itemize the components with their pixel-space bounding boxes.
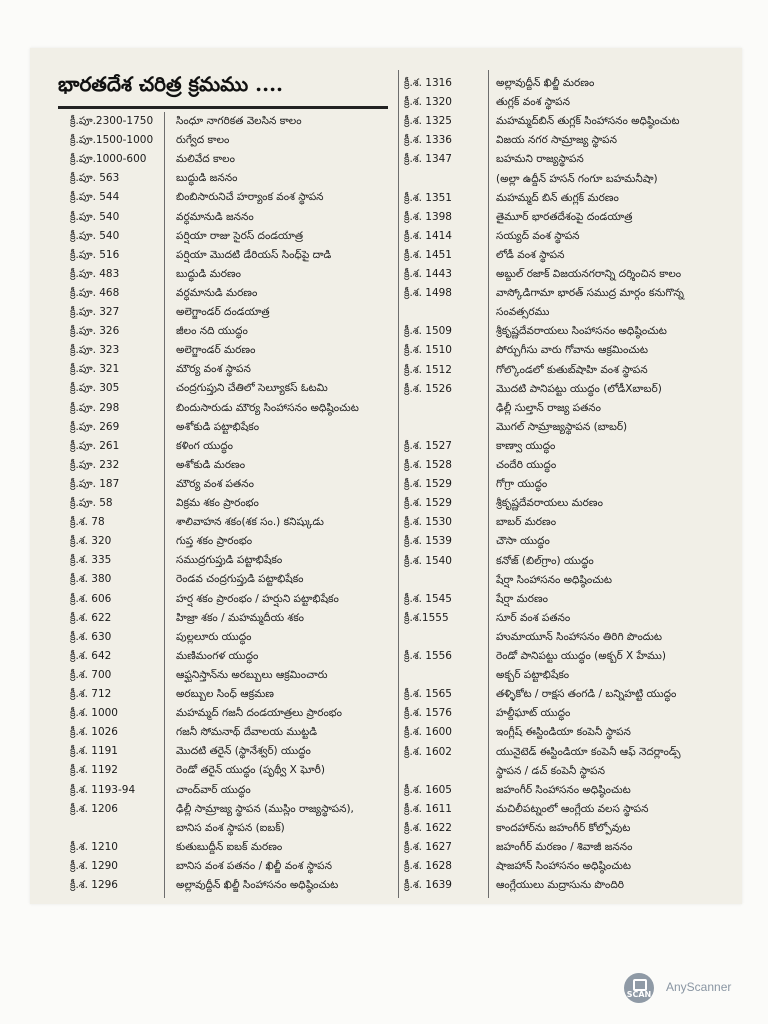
row-event: పర్షియా రాజు సైరస్ దండయాత్ర xyxy=(176,229,304,242)
timeline-row xyxy=(70,341,410,359)
timeline-row xyxy=(404,208,744,226)
anyscanner-watermark xyxy=(624,973,754,1007)
row-event: లోడీ వంశ స్థాపన xyxy=(496,248,565,261)
row-event: ఢిల్లీ సుల్తాన్ రాజ్య పతనం xyxy=(496,401,601,414)
row-date: క్రీ.శ. 642 xyxy=(70,649,112,662)
row-event: జీలం నది యుద్ధం xyxy=(176,325,248,338)
row-date: క్రీ.పూ. 468 xyxy=(70,286,120,299)
row-date: క్రీ.శ. 1414 xyxy=(404,229,452,242)
row-event: కుతుబుద్దీన్ ఐబక్ మరణం xyxy=(176,840,283,853)
row-event: మహమ్మద్ బిన్ తుగ్లక్ మరణం xyxy=(496,191,619,204)
timeline-row xyxy=(404,723,744,741)
timeline-row xyxy=(70,112,410,130)
timeline-row xyxy=(70,303,410,321)
row-date: క్రీ.పూ. 563 xyxy=(70,172,120,185)
row-date: క్రీ.శ. 1510 xyxy=(404,344,452,357)
row-event: రెండవ చంద్రగుప్తుడి పట్టాభిషేకం xyxy=(176,573,304,586)
row-event: బుద్ధుడి జననం xyxy=(176,172,238,185)
row-event: హిజ్రా శకం / మహమ్మదీయ శకం xyxy=(176,611,304,624)
timeline-row xyxy=(70,246,410,264)
row-event: స్థాపన / డచ్ కంపెనీ స్థాపన xyxy=(496,764,605,777)
row-event: విజయ నగర సామ్రాజ్య స్థాపన xyxy=(496,134,617,147)
row-event: మొదటి పానిపట్టు యుద్ధం (లోడీXబాబర్) xyxy=(496,382,662,395)
row-date: క్రీ.పూ. 232 xyxy=(70,458,120,471)
timeline-row xyxy=(70,360,410,378)
row-date: క్రీ.శ. 1000 xyxy=(70,707,118,720)
row-date: క్రీ.శ. 1325 xyxy=(404,115,452,128)
row-date: క్రీ.శ. 1336 xyxy=(404,134,452,147)
timeline-row xyxy=(404,876,744,894)
row-date: క్రీ.శ. 1529 xyxy=(404,497,452,510)
row-event: షేర్షా సింహాసనం అధిష్ఠించుట xyxy=(496,573,612,586)
row-event: పుల్లలూరు యుద్ధం xyxy=(176,630,252,643)
row-event: బాబర్ మరణం xyxy=(496,516,557,529)
watermark-text: AnyScanner xyxy=(666,980,732,994)
row-date: క్రీ.శ. 320 xyxy=(70,535,112,548)
row-event: అలెగ్జాండర్ దండయాత్ర xyxy=(176,306,270,318)
timeline-row xyxy=(70,494,410,512)
timeline-row xyxy=(70,284,410,302)
row-date: క్రీ.పూ. 540 xyxy=(70,210,120,223)
timeline-row xyxy=(404,303,744,321)
row-event: బింబిసారునిచే హర్యాంక వంశ స్థాపన xyxy=(176,191,324,204)
timeline-row xyxy=(404,399,744,417)
timeline-row xyxy=(404,112,744,130)
row-date: క్రీ.పూ. 187 xyxy=(70,477,120,490)
row-date: క్రీ.శ. 78 xyxy=(70,516,105,529)
row-date: క్రీ.శ. 1192 xyxy=(70,764,118,777)
row-date: క్రీ.శ. 1527 xyxy=(404,439,452,452)
row-event: హుమాయూన్ సింహాసనం తిరిగి పొందుట xyxy=(496,630,662,643)
timeline-row xyxy=(404,762,744,780)
row-event: హల్దీఘాట్ యుద్ధం xyxy=(496,707,571,720)
timeline-row xyxy=(70,265,410,283)
row-date: క్రీ.శ. 1206 xyxy=(70,802,118,815)
timeline-row xyxy=(404,647,744,665)
row-date: క్రీ.శ. 622 xyxy=(70,611,112,624)
row-event: వర్ధమానుడి మరణం xyxy=(176,286,258,299)
row-date: క్రీ.పూ. 58 xyxy=(70,497,113,509)
row-date: క్రీ.పూ. 321 xyxy=(70,363,120,376)
row-event: గోల్కొండలో కుతుబ్‌షాహి వంశ స్థాపన xyxy=(496,363,648,376)
timeline-row xyxy=(70,666,410,684)
timeline-row xyxy=(404,704,744,722)
row-date: క్రీ.శ. 335 xyxy=(70,554,112,567)
row-event: మౌర్య వంశ స్థాపన xyxy=(176,363,251,376)
row-date: క్రీ.శ. 1622 xyxy=(404,821,452,834)
row-date: క్రీ.శ. 1320 xyxy=(404,96,452,109)
row-event: జహంగీర్ సింహాసనం అధిష్ఠించుట xyxy=(496,783,631,796)
row-date: క్రీ.శ. 700 xyxy=(70,668,112,681)
row-event: చందేరి యుద్ధం xyxy=(496,459,557,471)
timeline-row xyxy=(404,189,744,207)
row-date: క్రీ.శ. 1351 xyxy=(404,191,452,204)
row-event: తళ్ళికోట / రాక్షస తంగడి / బన్నిహట్టి యుద్ధం xyxy=(496,688,677,701)
timeline-row xyxy=(404,552,744,570)
row-date: క్రీ.పూ. 323 xyxy=(70,344,120,357)
timeline-row xyxy=(404,284,744,302)
row-date: క్రీ.శ. 1530 xyxy=(404,516,452,529)
row-date: క్రీ.శ. 1193-94 xyxy=(70,783,136,796)
timeline-row xyxy=(70,208,410,226)
row-event: తుగ్లక్ వంశ స్థాపన xyxy=(496,96,570,109)
timeline-row xyxy=(404,494,744,512)
row-date: క్రీ.శ. 606 xyxy=(70,592,112,605)
row-event: అరబ్బుల సింధ్ ఆక్రమణ xyxy=(176,688,274,700)
row-event: బుద్ధుడి మరణం xyxy=(176,267,241,280)
row-date: క్రీ.పూ. 305 xyxy=(70,382,120,395)
row-event: మొగల్ సామ్రాజ్యస్థాపన (బాబర్) xyxy=(496,420,628,433)
row-event: గుప్త శకం ప్రారంభం xyxy=(176,535,253,548)
timeline-row xyxy=(70,761,410,779)
timeline-row xyxy=(70,742,410,760)
timeline-row xyxy=(404,361,744,379)
timeline-row xyxy=(70,131,410,149)
timeline-row xyxy=(404,590,744,608)
row-date: క్రీ.శ. 1290 xyxy=(70,859,118,872)
timeline-row xyxy=(404,685,744,703)
row-date: క్రీ.పూ. 544 xyxy=(70,191,120,204)
timeline-row xyxy=(404,150,744,168)
timeline-row xyxy=(70,628,410,646)
row-event: గజనీ సోమనాథ్ దేవాలయ ముట్టడి xyxy=(176,726,317,739)
timeline-row xyxy=(404,322,744,340)
row-date: క్రీ.పూ. 540 xyxy=(70,229,120,242)
row-date: క్రీ.శ. 1526 xyxy=(404,382,452,395)
row-event: శ్రీకృష్ణదేవరాయలు మరణం xyxy=(496,497,603,510)
row-event: బిందుసారుడు మౌర్య సింహాసనం అధిష్ఠించుట xyxy=(176,401,359,414)
row-date: క్రీ.శ. 712 xyxy=(70,688,112,700)
timeline-row xyxy=(70,876,410,894)
row-event: విక్రమ శకం ప్రారంభం xyxy=(176,497,259,509)
row-event: గోగ్రా యుద్ధం xyxy=(496,478,548,491)
timeline-row xyxy=(404,437,744,455)
timeline-row xyxy=(70,819,410,837)
row-date: క్రీ.శ. 1602 xyxy=(404,745,452,758)
row-event: మలివేద కాలం xyxy=(176,153,235,166)
timeline-row xyxy=(70,838,410,856)
row-date: క్రీ.పూ.1500-1000 xyxy=(70,134,154,147)
row-event: తైమూర్ భారతదేశంపై దండయాత్ర xyxy=(496,210,633,223)
row-event: వాస్కోడిగామా భారత్ సముద్ర మార్గం కనుగొన్న xyxy=(496,287,684,300)
row-date: క్రీ.శ. 1191 xyxy=(70,745,118,758)
timeline-row xyxy=(70,647,410,665)
timeline-row xyxy=(404,800,744,818)
row-date: క్రీ.శ. 1316 xyxy=(404,77,452,89)
row-event: షాజహాన్ సింహాసనం అధిష్ఠించుట xyxy=(496,860,631,873)
row-date: క్రీ.శ. 1639 xyxy=(404,879,452,892)
row-event: మహమ్మద్‌బిన్ తుగ్లక్ సింహాసనం అధిష్ఠించుట xyxy=(496,115,680,128)
timeline-row xyxy=(404,532,744,550)
row-date: క్రీ.శ. 1576 xyxy=(404,707,452,720)
timeline-row xyxy=(70,800,410,818)
timeline-row xyxy=(70,532,410,550)
row-event: ఆఫ్ఘనిస్తాన్‌ను అరబ్బులు ఆక్రమించారు xyxy=(176,668,328,681)
row-date: క్రీ.శ. 1296 xyxy=(70,879,118,891)
timeline-row xyxy=(70,379,410,397)
row-event: రెండో తరైన్ యుద్ధం (పృథ్వీ X ఘోరీ) xyxy=(176,764,325,777)
row-event: సింధూ నాగరికత వెలసిన కాలం xyxy=(176,115,302,127)
timeline-row xyxy=(404,857,744,875)
row-event: పర్షియా మొదటి డేరియస్ సింధ్‌పై దాడి xyxy=(176,248,332,261)
row-date: క్రీ.శ. 380 xyxy=(70,573,112,586)
row-date: క్రీ.శ. 1026 xyxy=(70,726,118,739)
row-event: సముద్రగుప్తుడి పట్టాభిషేకం xyxy=(176,554,283,567)
row-date: క్రీ.శ. 1565 xyxy=(404,688,452,701)
row-event: బానిస వంశ స్థాపన (ఐబక్) xyxy=(176,821,285,834)
row-event: కనోజ్ (బిల్‌గ్రాం) యుద్ధం xyxy=(496,554,594,567)
row-date: క్రీ.శ. 1545 xyxy=(404,592,452,605)
row-event: చంద్రగుప్తుని చేతిలో సెల్యూకస్ ఓటమి xyxy=(176,382,328,395)
timeline-row xyxy=(404,74,744,92)
row-event: సంవత్సరము xyxy=(496,306,550,319)
row-event: (అల్లా ఉద్దీన్ హసన్ గంగూ బహమనీషా) xyxy=(496,172,658,185)
row-event: బహమని రాజ్యస్థాపన xyxy=(496,153,584,166)
row-date: క్రీ.శ. 1451 xyxy=(404,248,452,261)
row-event: అక్బర్ పట్టాభిషేకం xyxy=(496,669,570,682)
row-date: క్రీ.పూ. 298 xyxy=(70,401,120,414)
timeline-row xyxy=(404,819,744,837)
row-date: క్రీ.పూ. 483 xyxy=(70,267,120,280)
row-event: అలెగ్జాండర్ మరణం xyxy=(176,344,256,357)
row-event: సూర్ వంశ పతనం xyxy=(496,611,571,624)
row-event: ఆంగ్లేయులు మద్రాసును పొందిరి xyxy=(496,879,624,892)
row-event: మొదటి తరైన్ (స్థానేశ్వర్) యుద్ధం xyxy=(176,745,311,758)
timeline-row xyxy=(70,475,410,493)
row-date: క్రీ.శ. 1600 xyxy=(404,726,452,739)
row-date: క్రీ.శ. 1628 xyxy=(404,860,452,873)
row-event: కాణ్వా యుద్ధం xyxy=(496,439,556,452)
row-event: హర్ష శకం ప్రారంభం / హర్షుని పట్టాభిషేకం xyxy=(176,592,339,605)
row-event: మహమ్మద్ గజనీ దండయాత్రలు ప్రారంభం xyxy=(176,707,343,720)
row-date: క్రీ.శ. 630 xyxy=(70,630,112,643)
row-date: క్రీ.శ. 1627 xyxy=(404,841,452,853)
row-date: క్రీ.శ. 1540 xyxy=(404,554,452,567)
row-event: మౌర్య వంశ పతనం xyxy=(176,477,254,490)
timeline-row xyxy=(404,380,744,398)
row-event: రుగ్వేద కాలం xyxy=(176,134,230,147)
timeline-row xyxy=(404,628,744,646)
row-date: క్రీ.శ. 1556 xyxy=(404,650,452,662)
timeline-row xyxy=(404,475,744,493)
row-event: అల్లావుద్దీన్ ఖిల్జీ మరణం xyxy=(496,77,595,89)
timeline-row xyxy=(404,571,744,589)
timeline-row xyxy=(404,93,744,111)
scan-camera-icon: SCAN xyxy=(624,973,654,1003)
page-title: భారతదేశ చరిత్ర క్రమము .... xyxy=(58,72,284,96)
row-date: క్రీ.శ. 1611 xyxy=(404,802,452,815)
timeline-row xyxy=(404,246,744,264)
row-date: క్రీ.శ. 1443 xyxy=(404,268,452,280)
timeline-row xyxy=(70,551,410,569)
row-event: అశోకుడి మరణం xyxy=(176,458,246,471)
timeline-row xyxy=(404,341,744,359)
timeline-row xyxy=(70,322,410,340)
timeline-row xyxy=(70,570,410,588)
timeline-row xyxy=(404,513,744,531)
row-event: సయ్యద్ వంశ స్థాపన xyxy=(496,229,580,242)
timeline-row xyxy=(70,418,410,436)
row-date: క్రీ.శ. 1512 xyxy=(404,363,452,376)
row-event: కళింగ యుద్ధం xyxy=(176,439,233,452)
timeline-row xyxy=(70,227,410,245)
row-event: కాందహార్‌ను జహంగీర్ కోల్పోవుట xyxy=(496,821,631,834)
timeline-row xyxy=(70,609,410,627)
row-date: క్రీ.పూ. 516 xyxy=(70,248,120,261)
row-event: మచిలీపట్నంలో ఆంగ్లేయ వలస స్థాపన xyxy=(496,802,649,815)
row-date: క్రీ.శ. 1210 xyxy=(70,840,118,853)
row-event: శ్రీకృష్ణదేవరాయలు సింహాసనం అధిష్ఠించుట xyxy=(496,325,667,338)
row-date: క్రీ.పూ. 269 xyxy=(70,420,120,433)
row-date: క్రీ.శ. 1539 xyxy=(404,535,452,548)
timeline-row xyxy=(70,704,410,722)
timeline-row xyxy=(404,609,744,627)
timeline-row xyxy=(404,666,744,684)
row-event: ఢిల్లీ సామ్రాజ్య స్థాపన (ముస్లిం రాజ్యస్థాపన), xyxy=(176,802,354,815)
row-date: క్రీ.శ. 1347 xyxy=(404,153,452,166)
timeline-row xyxy=(70,188,410,206)
row-event: జహంగీర్ మరణం / శివాజీ జననం xyxy=(496,841,633,853)
row-event: ఇంగ్లీష్ ఈస్టిండియా కంపెనీ స్థాపన xyxy=(496,726,631,739)
timeline-row xyxy=(404,170,744,188)
title-underline xyxy=(58,106,388,109)
row-date: క్రీ.పూ. 327 xyxy=(70,306,120,318)
row-event: బానిస వంశ పతనం / ఖిల్జీ వంశ స్థాపన xyxy=(176,859,332,872)
timeline-row xyxy=(404,781,744,799)
row-event: మణిమంగళ యుద్ధం xyxy=(176,649,259,662)
row-date: క్రీ.పూ.1000-600 xyxy=(70,153,147,166)
row-date: క్రీ.శ. 1529 xyxy=(404,478,452,491)
timeline-row xyxy=(70,513,410,531)
row-date: క్రీ.శ. 1605 xyxy=(404,783,452,796)
row-date: క్రీ.పూ. 326 xyxy=(70,325,120,338)
timeline-row xyxy=(70,857,410,875)
timeline-row xyxy=(70,437,410,455)
row-event: చౌసా యుద్ధం xyxy=(496,535,550,548)
row-date: క్రీ.శ. 1398 xyxy=(404,210,452,223)
timeline-row xyxy=(70,169,410,187)
row-event: అశోకుడి పట్టాభిషేకం xyxy=(176,420,260,433)
row-event: షేర్షా మరణం xyxy=(496,592,548,605)
row-event: అబ్దుల్ రజాక్ విజయనగరాన్ని దర్శించిన కాలం xyxy=(496,268,682,280)
timeline-row xyxy=(70,456,410,474)
row-event: రెండో పానిపట్టు యుద్ధం (అక్బర్ X హేము) xyxy=(496,650,666,662)
timeline-row xyxy=(404,838,744,856)
timeline-row xyxy=(404,227,744,245)
row-event: అల్లావుద్దీన్ ఖిల్జీ సింహాసనం అధిష్ఠించుట xyxy=(176,879,339,891)
timeline-row xyxy=(404,743,744,761)
timeline-row xyxy=(70,590,410,608)
row-event: యునైటెడ్ ఈస్టిండియా కంపెనీ ఆఫ్ నెదర్లాండ్స్ xyxy=(496,745,681,758)
row-date: క్రీ.శ. 1509 xyxy=(404,325,452,338)
row-event: శాలివాహన శకం(శక సం.) కనిష్కుడు xyxy=(176,516,324,529)
timeline-row xyxy=(404,131,744,149)
timeline-row xyxy=(404,265,744,283)
timeline-row xyxy=(404,418,744,436)
row-event: వర్ధమానుడి జననం xyxy=(176,210,254,223)
timeline-row xyxy=(70,781,410,799)
timeline-row xyxy=(404,456,744,474)
row-date: క్రీ.పూ.2300-1750 xyxy=(70,115,154,127)
timeline-row xyxy=(70,685,410,703)
timeline-row xyxy=(70,399,410,417)
row-date: క్రీ.శ. 1498 xyxy=(404,287,452,300)
row-event: పోర్చుగీసు వారు గోవాను ఆక్రమించుట xyxy=(496,344,648,357)
row-event: చాంద్‌వార్ యుద్ధం xyxy=(176,783,251,796)
row-date: క్రీ.శ. 1528 xyxy=(404,459,452,471)
timeline-row xyxy=(70,723,410,741)
row-date: క్రీ.పూ. 261 xyxy=(70,439,120,452)
row-date: క్రీ.శ.1555 xyxy=(404,611,449,624)
timeline-row xyxy=(70,150,410,168)
